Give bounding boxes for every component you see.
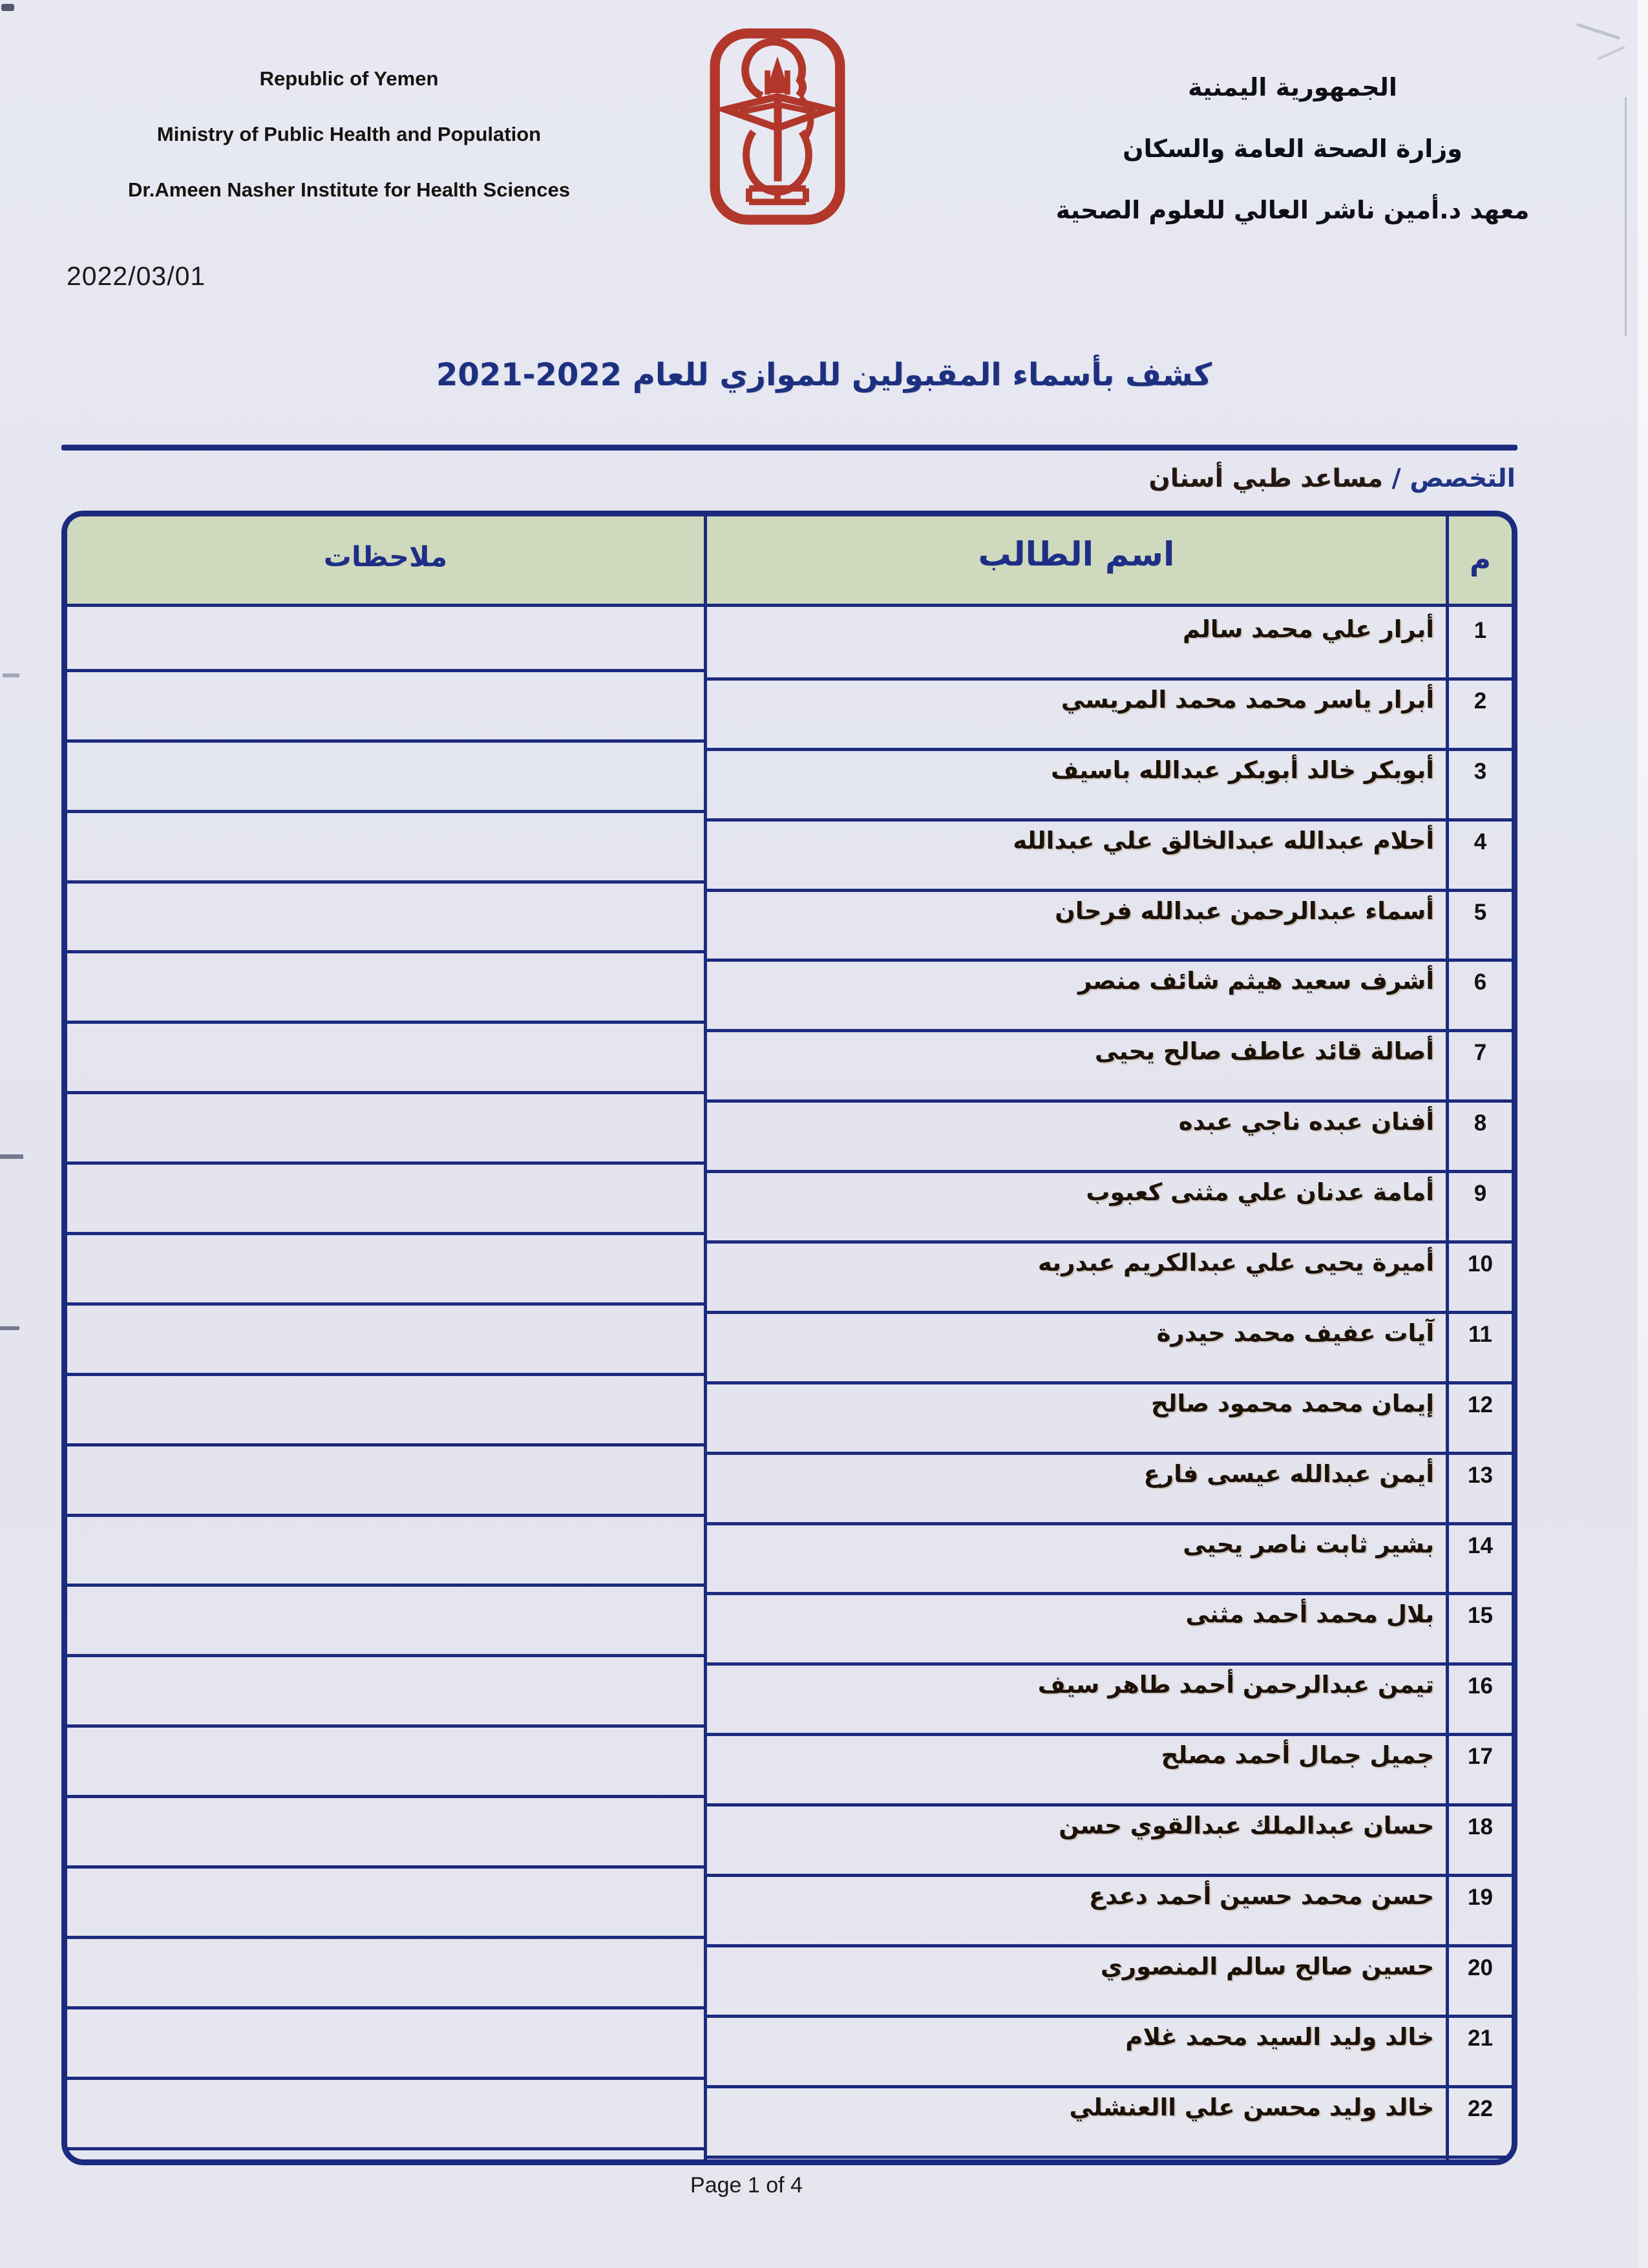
document-title: كشف بأسماء المقبولين للموازي للعام 2022-2021 [436, 357, 1212, 393]
table-header-row [67, 516, 1512, 607]
row-divider-notes-segment [67, 950, 704, 953]
student-name-cell: أشرف سعيد هيثم شائف منصر [1078, 967, 1434, 995]
student-name-cell: أميرة يحيى علي عبدالكريم عبدربه [1037, 1249, 1434, 1277]
specialization-line [1148, 464, 1516, 493]
table-row [67, 1103, 1512, 1173]
row-number-cell: 4 [1474, 829, 1487, 854]
row-number-cell: 20 [1468, 1955, 1493, 1980]
row-number-cell: 7 [1474, 1040, 1487, 1066]
row-divider-notes-segment [67, 1865, 704, 1869]
student-name-cell: إيمان محمد محمود صالح [1150, 1389, 1434, 1417]
table-row [67, 1947, 1512, 2018]
institute-name-en: Dr.Ameen Nasher Institute for Health Sciences [128, 178, 570, 201]
row-divider-notes-segment [67, 1161, 704, 1165]
specialization-value: مساعد طبي أسنان [1148, 464, 1383, 493]
country-name-ar: الجمهورية اليمنية [1188, 73, 1397, 101]
table-row [67, 1736, 1512, 1807]
row-divider-notes-segment [67, 1795, 704, 1798]
row-divider-notes-segment [67, 1724, 704, 1728]
row-divider-notes-segment [67, 1091, 704, 1094]
row-divider-notes-segment [67, 1373, 704, 1376]
scan-speck [1, 4, 14, 11]
student-name-cell: أبرار علي محمد سالم [1183, 615, 1434, 643]
page-indicator: Page 1 of 4 [690, 2173, 803, 2198]
table-row [67, 2088, 1512, 2159]
country-name-en: Republic of Yemen [259, 67, 439, 90]
row-divider-notes-segment [67, 1514, 704, 1517]
letterhead-english [65, 59, 633, 226]
table-row [67, 1384, 1512, 1455]
row-number-cell: 19 [1468, 1885, 1493, 1911]
row-divider-notes-segment [67, 739, 704, 743]
scan-edge-strip [1638, 0, 1648, 2268]
row-number-cell: 22 [1468, 2095, 1493, 2121]
student-name-cell: حسان عبدالملك عبدالقوي حسن [1059, 1812, 1434, 1840]
letterhead-arabic [1008, 65, 1577, 249]
row-number-cell: 12 [1468, 1392, 1493, 1417]
column-divider-name-number [1446, 516, 1449, 2159]
row-number-cell: 5 [1474, 899, 1487, 925]
table-rows [67, 610, 1512, 2159]
table-row [67, 681, 1512, 751]
ministry-name-en: Ministry of Public Health and Population [156, 123, 542, 145]
table-row [67, 1807, 1512, 1877]
table-row [67, 2018, 1512, 2088]
row-divider-notes-segment [67, 880, 704, 884]
table-row [67, 1525, 1512, 1596]
document-date: 2022/03/01 [67, 261, 206, 291]
institute-logo-icon [706, 26, 849, 229]
row-divider-notes-segment [67, 1232, 704, 1235]
row-number-cell: 17 [1468, 1744, 1493, 1770]
table-row [67, 962, 1512, 1032]
row-divider-notes-segment [67, 1936, 704, 1939]
student-name-cell: أبوبكر خالد أبوبكر عبدالله باسيف [1051, 756, 1434, 784]
student-name-cell: حسن محمد حسين أحمد دعدع [1088, 1882, 1434, 1911]
row-number-cell: 15 [1468, 1603, 1493, 1629]
paper-fold-mark [1576, 23, 1620, 39]
row-divider-notes-segment [67, 810, 704, 813]
paper-fold-mark [1597, 46, 1625, 60]
column-header-student-name: اسم الطالب [978, 536, 1175, 574]
specialization-label: التخصص / [1391, 464, 1516, 493]
row-number-cell: 9 [1474, 1181, 1487, 1207]
table-row [67, 1877, 1512, 1947]
row-divider-name-segment [704, 2156, 1512, 2159]
student-name-cell: أحلام عبدالله عبدالخالق علي عبدالله [1013, 826, 1434, 854]
table-row [67, 821, 1512, 892]
student-name-cell: خالد وليد السيد محمد غلام [1125, 2022, 1434, 2051]
student-name-cell: حسين صالح سالم المنصوري [1100, 1952, 1434, 1980]
scan-speck [0, 1326, 19, 1330]
table-row [67, 1173, 1512, 1244]
row-number-cell: 3 [1474, 758, 1487, 784]
table-row [67, 1666, 1512, 1736]
row-divider-notes-segment [67, 2006, 704, 2009]
column-divider-notes-name [704, 516, 707, 2159]
accepted-students-table [61, 511, 1517, 2165]
scan-speck [3, 673, 19, 677]
scan-speck [0, 1154, 23, 1159]
row-number-cell: 10 [1468, 1251, 1493, 1277]
table-row [67, 1455, 1512, 1525]
student-name-cell: آيات عفيف محمد حيدرة [1156, 1319, 1434, 1347]
column-header-notes: ملاحظات [323, 541, 448, 573]
row-number-cell: 8 [1474, 1110, 1487, 1136]
table-row [67, 1595, 1512, 1666]
student-name-cell: أيمن عبدالله عيسى فارع [1143, 1459, 1434, 1488]
row-number-cell: 14 [1468, 1532, 1493, 1558]
row-divider-notes-segment [67, 1443, 704, 1447]
student-name-cell: بشير ثابت ناصر يحيى [1183, 1530, 1434, 1558]
table-row [67, 892, 1512, 962]
student-name-cell: أسماء عبدالرحمن عبدالله فرحان [1055, 896, 1434, 925]
row-number-cell: 13 [1468, 1462, 1493, 1488]
student-name-cell: أصالة قائد عاطف صالح يحيى [1095, 1037, 1434, 1066]
row-divider-notes-segment [67, 2077, 704, 2080]
student-name-cell: تيمن عبدالرحمن أحمد طاهر سيف [1037, 1671, 1434, 1699]
student-name-cell: أبرار ياسر محمد محمد المريسي [1061, 685, 1434, 714]
table-row [67, 1314, 1512, 1384]
row-divider-notes-segment [67, 1302, 704, 1306]
scan-edge-line [1625, 97, 1627, 336]
row-number-cell: 18 [1468, 1814, 1493, 1840]
student-name-cell: جميل جمال أحمد مصلح [1161, 1741, 1434, 1770]
row-number-cell: 21 [1468, 2025, 1493, 2051]
column-header-number: م [1470, 542, 1491, 577]
institute-name-ar: معهد د.أمين ناشر العالي للعلوم الصحية [1055, 196, 1530, 224]
title-underline-rule [61, 445, 1517, 450]
table-row [67, 1032, 1512, 1103]
row-divider-notes-segment [67, 669, 704, 672]
row-number-cell: 2 [1474, 688, 1487, 714]
row-number-cell: 1 [1474, 618, 1487, 643]
row-divider-notes-segment [67, 2147, 704, 2150]
table-row [67, 751, 1512, 821]
student-name-cell: أفنان عبده ناجي عبده [1178, 1108, 1434, 1136]
row-number-cell: 16 [1468, 1673, 1493, 1699]
student-name-cell: أمامة عدنان علي مثنى كعبوب [1086, 1178, 1434, 1207]
student-name-cell: بلال محمد أحمد مثنى [1185, 1600, 1434, 1629]
student-name-cell: خالد وليد محسن علي االعنشلي [1069, 2093, 1434, 2121]
table-row [67, 1244, 1512, 1314]
row-divider-notes-segment [67, 1654, 704, 1657]
row-divider-notes-segment [67, 1584, 704, 1587]
row-number-cell: 11 [1468, 1321, 1492, 1347]
table-row [67, 610, 1512, 681]
row-number-cell: 6 [1474, 970, 1487, 995]
row-divider-notes-segment [67, 1021, 704, 1024]
ministry-name-ar: وزارة الصحة العامة والسكان [1123, 134, 1463, 163]
